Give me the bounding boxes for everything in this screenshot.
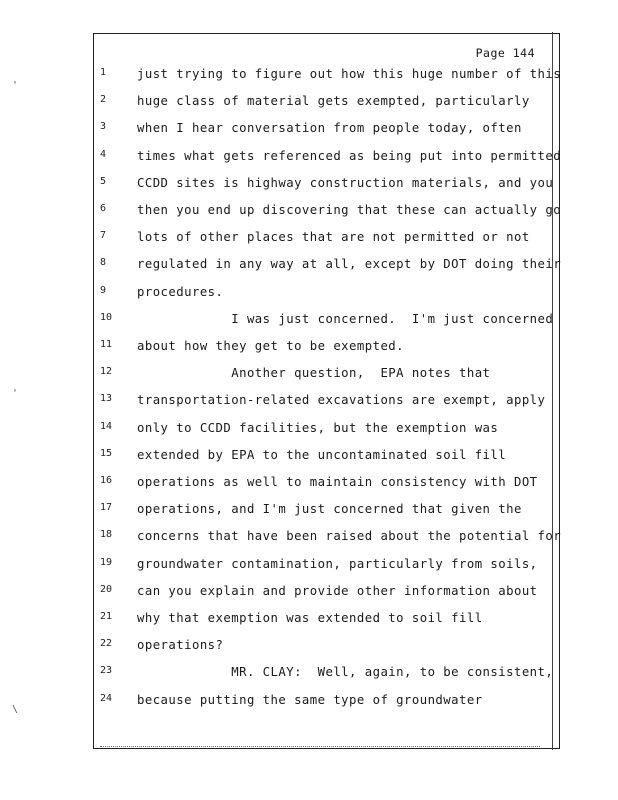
line-text: operations, and I'm just concerned that given the xyxy=(137,502,522,517)
line-number: 6 xyxy=(100,203,107,214)
transcript-line xyxy=(94,502,559,522)
transcript-line xyxy=(94,665,559,685)
line-number: 1 xyxy=(100,67,107,78)
line-number: 21 xyxy=(100,611,113,622)
line-text: concerns that have been raised about the potential for xyxy=(137,529,562,544)
transcript-line xyxy=(94,638,559,658)
line-text: Another question, EPA notes that xyxy=(137,366,491,381)
transcript-line xyxy=(94,448,559,468)
line-number: 18 xyxy=(100,529,113,541)
line-text: operations? xyxy=(137,638,224,653)
transcript-line xyxy=(94,529,562,549)
line-text: only to CCDD facilities, but the exemption was xyxy=(137,420,499,435)
transcript-line xyxy=(94,230,559,250)
line-number: 15 xyxy=(100,447,113,459)
transcript-line xyxy=(94,611,559,631)
line-text: I was just concerned. I'm just concerned xyxy=(137,311,554,326)
line-number: 22 xyxy=(100,638,113,650)
transcript-line xyxy=(94,176,559,196)
transcript-line xyxy=(94,393,559,413)
margin-mark: \ xyxy=(12,704,19,715)
line-text: procedures. xyxy=(137,284,224,299)
transcript-line xyxy=(94,693,559,713)
line-number: 13 xyxy=(100,393,113,405)
line-text: can you explain and provide other information about xyxy=(137,583,538,598)
line-number: 20 xyxy=(100,583,113,595)
transcript-line xyxy=(94,148,562,169)
line-number: 3 xyxy=(100,121,107,133)
line-number: 7 xyxy=(100,230,107,242)
transcript-line xyxy=(94,584,559,604)
transcript-line xyxy=(94,557,559,577)
line-text: extended by EPA to the uncontaminated soil fill xyxy=(137,447,507,462)
margin-mark: ' xyxy=(12,388,19,399)
line-number: 8 xyxy=(100,257,107,269)
transcript-line xyxy=(94,67,562,87)
line-number: 2 xyxy=(100,94,107,106)
transcript-line xyxy=(94,312,559,332)
transcript-line xyxy=(94,257,562,277)
line-text: operations as well to maintain consistency with DOT xyxy=(137,475,538,489)
line-number: 11 xyxy=(100,339,113,350)
transcript-line xyxy=(94,339,559,359)
transcript-page xyxy=(93,33,560,749)
line-text: transportation-related excavations are exempt, apply xyxy=(137,393,546,408)
line-text: regulated in any way at all, except by DOT doing their xyxy=(137,257,562,272)
line-number: 19 xyxy=(100,556,113,568)
line-text: huge class of material gets exempted, particularly xyxy=(137,94,530,109)
transcript-line xyxy=(94,285,559,305)
line-number: 24 xyxy=(100,692,113,704)
page-number-label: Page 144 xyxy=(475,46,535,60)
line-number: 23 xyxy=(100,665,113,677)
transcript-line xyxy=(94,94,559,114)
line-text: when I hear conversation from people today, often xyxy=(137,121,522,136)
line-text: because putting the same type of groundwater xyxy=(137,692,483,707)
line-number: 4 xyxy=(100,148,107,160)
line-text: then you end up discovering that these can actually go xyxy=(137,203,562,217)
transcript-line xyxy=(94,121,559,141)
transcript-line xyxy=(94,366,559,386)
line-number: 12 xyxy=(100,366,113,378)
line-text: just trying to figure out how this huge number of this xyxy=(137,67,562,81)
line-text: why that exemption was extended to soil fill xyxy=(137,611,483,625)
margin-mark: ' xyxy=(12,80,19,91)
line-number: 5 xyxy=(100,175,107,187)
scan-smudge xyxy=(100,746,540,749)
transcript-line xyxy=(94,203,562,223)
transcript-line xyxy=(94,421,559,441)
line-number: 16 xyxy=(100,475,113,486)
line-text: CCDD sites is highway construction materials, and you xyxy=(137,175,554,190)
line-number: 9 xyxy=(100,284,107,296)
line-text: lots of other places that are not permitted or not xyxy=(137,230,530,245)
line-number: 10 xyxy=(100,311,113,323)
line-text: groundwater contamination, particularly from soils, xyxy=(137,556,538,571)
transcript-line xyxy=(94,475,559,495)
line-text: MR. CLAY: Well, again, to be consistent, xyxy=(137,665,554,680)
line-number: 17 xyxy=(100,502,113,514)
line-text: times what gets referenced as being put into permitted xyxy=(137,148,562,163)
line-number: 14 xyxy=(100,420,113,432)
line-text: about how they get to be exempted. xyxy=(137,339,405,353)
